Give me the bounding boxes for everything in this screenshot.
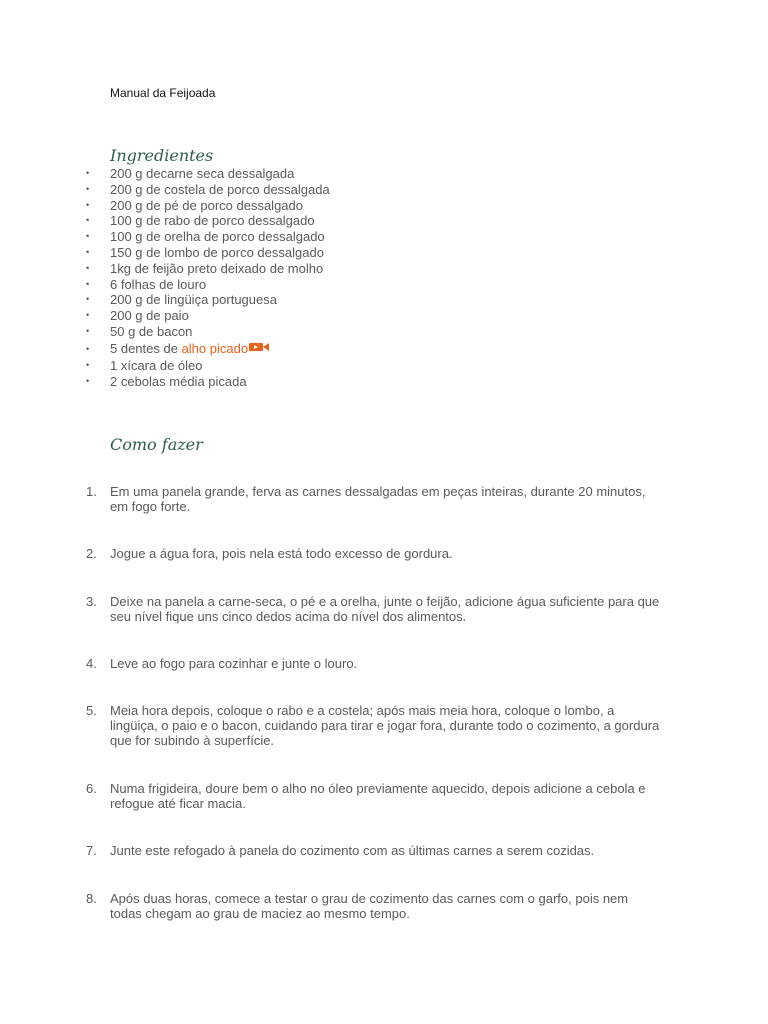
ingredient-item	[0, 261, 700, 277]
bullet: •	[86, 168, 90, 178]
bullet: •	[86, 215, 90, 226]
ingredient-text: 200 g de paio	[110, 308, 189, 324]
step-text: Em uma panela grande, ferva as carnes dessalgadas em peças inteiras, durante 20 minutos, em fogo forte.	[110, 484, 646, 514]
method-heading: Como fazer	[110, 435, 203, 454]
ingredient-text: 1 xícara de óleo	[110, 357, 203, 373]
step-text: Após duas horas, comece a testar o grau de cozimento das carnes com o garfo, pois nem todas chegam ao grau de maciez ao mesmo tempo.	[110, 891, 629, 921]
step-text: Numa frigideira, doure bem o alho no óleo previamente aquecido, depois adicione a cebola e refogue até ficar macia.	[110, 781, 646, 811]
video-camera-icon[interactable]	[249, 339, 269, 357]
ingredient-text: 200 g de lingüiça portuguesa	[110, 292, 277, 308]
ingredient-item	[0, 308, 700, 324]
step-number: 1.	[86, 484, 97, 499]
step-text: Junte este refogado à panela do cozimento com as últimas carnes a serem cozidas.	[110, 843, 595, 858]
ingredient-item	[0, 245, 700, 261]
bullet: •	[86, 278, 90, 289]
bullet: •	[86, 294, 90, 305]
ingredient-item	[0, 229, 700, 245]
step-number: 6.	[86, 781, 97, 796]
bullet: •	[86, 343, 90, 354]
ingredient-item	[0, 374, 700, 390]
step-text: Leve ao fogo para cozinhar e junte o louro.	[110, 656, 358, 671]
bullet: •	[86, 310, 90, 321]
ingredient-text: 100 g de orelha de porco dessalgado	[110, 229, 325, 245]
ingredient-text: 1kg de feijão preto deixado de molho	[110, 260, 324, 276]
step-number: 2.	[86, 546, 97, 561]
bullet: •	[86, 199, 90, 210]
step-number: 4.	[86, 656, 97, 671]
ingredient-text: 150 g de lombo de porco dessalgado	[110, 244, 324, 260]
bullet: •	[86, 246, 90, 257]
bullet: •	[86, 231, 90, 242]
ingredient-item	[0, 324, 700, 340]
bullet: •	[86, 325, 90, 336]
ingredient-item	[0, 340, 700, 358]
ingredient-text: 2 cebolas média picada	[110, 373, 247, 389]
ingredient-text: 50 g de bacon	[110, 323, 193, 339]
step-number: 3.	[86, 594, 97, 609]
ingredient-item	[0, 277, 700, 293]
ingredient-item	[0, 198, 700, 214]
bullet: •	[86, 359, 90, 370]
ingredient-text: 200 g de pé de porco dessalgado	[110, 197, 303, 213]
step-number: 7.	[86, 843, 97, 858]
garlic-link[interactable]: alho picado	[181, 340, 249, 356]
ingredients-heading: Ingredientes	[110, 146, 214, 165]
ingredient-text: 200 g decarne seca dessalgada	[110, 166, 295, 181]
ingredient-item	[0, 166, 700, 182]
ingredient-text: 100 g de rabo de porco dessalgado	[110, 213, 315, 229]
step-number: 8.	[86, 891, 97, 906]
ingredients-list	[0, 166, 700, 389]
ingredient-item	[0, 182, 700, 198]
bullet: •	[86, 183, 90, 194]
bullet: •	[86, 375, 90, 386]
ingredient-text: 5 dentes de	[110, 340, 182, 356]
ingredient-text: 200 g de costela de porco dessalgada	[110, 181, 330, 197]
step-text: Jogue a água fora, pois nela está todo excesso de gordura.	[110, 546, 453, 561]
ingredient-item	[0, 213, 700, 229]
step-number: 5.	[86, 703, 97, 718]
ingredient-item	[0, 292, 700, 308]
ingredient-item	[0, 358, 700, 374]
document-title: Manual da Feijoada	[110, 86, 216, 100]
step-text: Deixe na panela a carne-seca, o pé e a orelha, junte o feijão, adicione água suficiente para que seu nível fique uns cinco dedos acima do nível dos alimentos.	[110, 594, 660, 624]
bullet: •	[86, 262, 90, 273]
step-text: Meia hora depois, coloque o rabo e a costela; após mais meia hora, coloque o lombo, a lingüiça, o paio e o bacon, cuidando para tirar e jogar fora, durante todo o cozimento, a gordura que for subindo à superfície.	[110, 703, 660, 748]
ingredient-text: 6 folhas de louro	[110, 276, 207, 292]
